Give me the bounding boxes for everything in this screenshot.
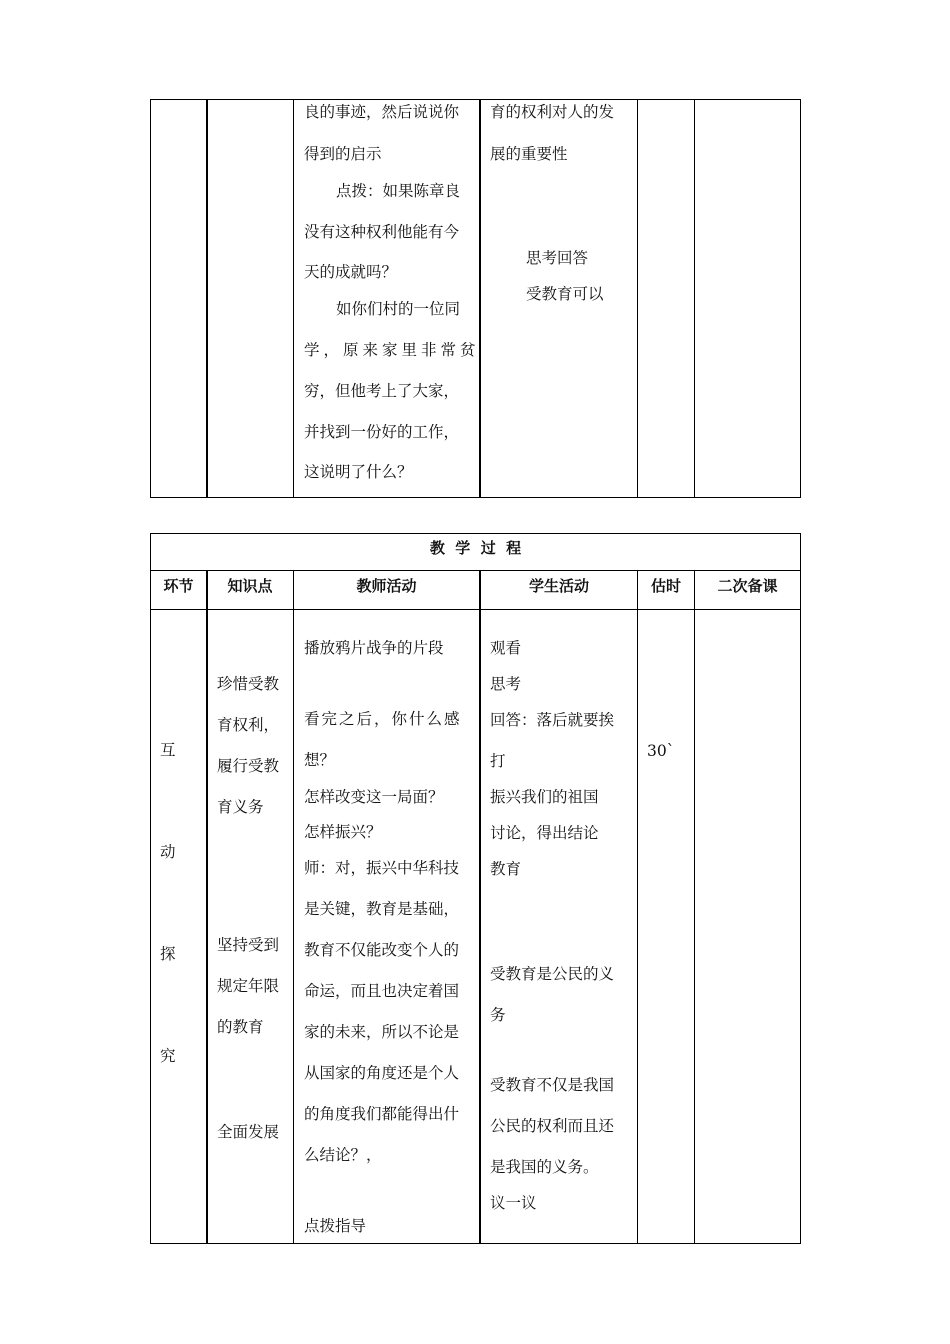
header-knowledge-point: 知识点 xyxy=(227,577,273,595)
table1-teacher-line: 穷，但他考上了大家， xyxy=(304,382,460,400)
table2-col-border xyxy=(479,570,481,1244)
table1-bottom-border xyxy=(150,497,801,498)
teacher-activity-line: 怎样振兴？ xyxy=(304,823,382,841)
table1-col-border xyxy=(206,99,208,498)
teacher-activity-line: 想？ xyxy=(304,751,336,769)
table1-student-line: 育的权利对人的发 xyxy=(490,103,615,121)
table2-title: 教 学 过 程 xyxy=(429,539,522,557)
knowledge-line: 珍惜受教 xyxy=(217,675,280,693)
table1-col-border xyxy=(637,99,638,498)
table1-col-border xyxy=(800,99,801,498)
table1-teacher-line: 学，原来家里非常贫 xyxy=(304,341,480,359)
table2-col-border xyxy=(206,570,208,1244)
table1-teacher-line: 这说明了什么？ xyxy=(304,463,413,481)
table2-outer-border xyxy=(800,533,801,1244)
table2-col-border xyxy=(637,570,638,1244)
student-activity-line: 回答：落后就要挨 xyxy=(490,711,615,729)
header-stage: 环节 xyxy=(163,577,194,595)
stage-char: 探 xyxy=(160,945,176,963)
table1-col-border xyxy=(293,99,294,498)
table1-teacher-line: 天的成就吗？ xyxy=(304,263,398,281)
teacher-activity-line: 看完之后，你什么感 xyxy=(304,710,462,728)
teacher-activity-line: 怎样改变这一局面？ xyxy=(304,788,444,806)
table1-teacher-line: 良的事迹，然后说说你 xyxy=(304,103,460,121)
table2-col-border xyxy=(293,570,294,1244)
student-activity-line: 打 xyxy=(490,752,506,770)
header-student-activity: 学生活动 xyxy=(528,577,589,595)
stage-char: 互 xyxy=(160,741,176,759)
teacher-activity-line: 命运，而且也决定着国 xyxy=(304,982,460,1000)
teacher-activity-line: 教育不仅能改变个人的 xyxy=(304,941,460,959)
header-estimated-time: 估时 xyxy=(650,577,681,595)
student-activity-line: 教育 xyxy=(490,860,522,878)
teacher-activity-line: 播放鸦片战争的片段 xyxy=(304,639,444,657)
student-activity-line: 受教育不仅是我国 xyxy=(490,1076,615,1094)
knowledge-line: 育义务 xyxy=(217,798,264,816)
table2-top-border xyxy=(150,533,801,534)
stage-char: 动 xyxy=(160,843,176,861)
header-second-preparation: 二次备课 xyxy=(717,577,778,595)
table1-top-border xyxy=(150,99,801,100)
knowledge-line: 规定年限 xyxy=(217,977,280,995)
table1-col-border xyxy=(150,99,151,498)
table1-teacher-line: 点拨：如果陈章良 xyxy=(336,182,461,200)
table1-teacher-line: 并找到一份好的工作， xyxy=(304,423,460,441)
header-teacher-activity: 教师活动 xyxy=(356,577,417,595)
knowledge-line: 育权利， xyxy=(217,716,280,734)
table2-header-divider xyxy=(150,609,801,610)
table1-student-line: 受教育可以 xyxy=(526,285,604,303)
teacher-activity-line: 的角度我们都能得出什 xyxy=(304,1105,460,1123)
table1-col-border xyxy=(479,99,481,498)
knowledge-line: 坚持受到 xyxy=(217,936,280,954)
knowledge-line: 履行受教 xyxy=(217,757,280,775)
table1-teacher-line: 如你们村的一位同 xyxy=(336,300,461,318)
teacher-activity-line: 家的未来，所以不论是 xyxy=(304,1023,460,1041)
table2-title-divider xyxy=(150,570,801,571)
student-activity-line: 思考 xyxy=(490,675,522,693)
student-activity-line: 受教育是公民的义 xyxy=(490,965,615,983)
student-activity-line: 议一议 xyxy=(490,1194,537,1212)
teacher-activity-line: 师：对，振兴中华科技 xyxy=(304,859,460,877)
table1-student-line: 展的重要性 xyxy=(490,145,568,163)
student-activity-line: 务 xyxy=(490,1006,506,1024)
table1-student-line: 思考回答 xyxy=(526,249,589,267)
table2-bottom-border xyxy=(150,1243,801,1244)
student-activity-line: 观看 xyxy=(490,639,522,657)
stage-char: 究 xyxy=(160,1047,176,1065)
teacher-activity-line: 从国家的角度还是个人 xyxy=(304,1064,460,1082)
teacher-activity-line: 么结论？， xyxy=(304,1146,382,1164)
table2-outer-border xyxy=(150,533,151,1244)
estimated-time-value: 30` xyxy=(647,742,675,760)
table1-teacher-line: 没有这种权利他能有今 xyxy=(304,223,460,241)
table1-teacher-line: 得到的启示 xyxy=(304,145,382,163)
student-activity-line: 是我国的义务。 xyxy=(490,1158,599,1176)
student-activity-line: 讨论，得出结论 xyxy=(490,824,599,842)
knowledge-line: 的教育 xyxy=(217,1018,264,1036)
table1-col-border xyxy=(694,99,695,498)
teacher-activity-line: 是关键，教育是基础， xyxy=(304,900,460,918)
knowledge-line: 全面发展 xyxy=(217,1123,280,1141)
teacher-activity-line: 点拨指导 xyxy=(304,1217,367,1235)
table2-col-border xyxy=(694,570,695,1244)
student-activity-line: 公民的权利而且还 xyxy=(490,1117,615,1135)
student-activity-line: 振兴我们的祖国 xyxy=(490,788,599,806)
